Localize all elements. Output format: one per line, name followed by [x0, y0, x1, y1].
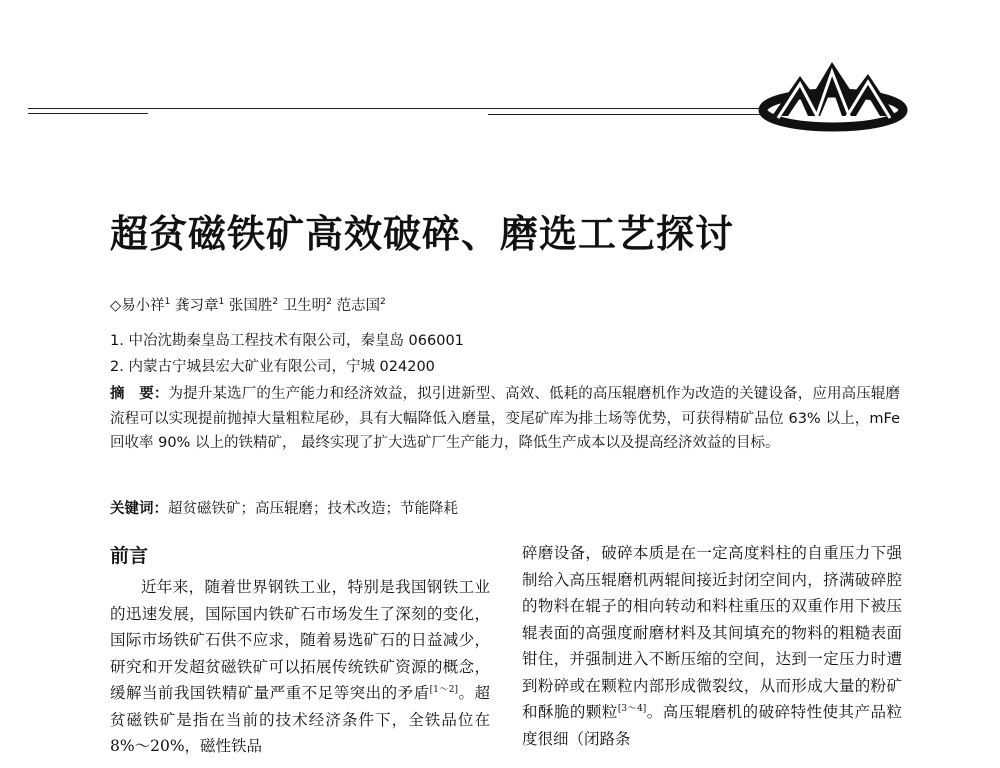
- left-column-text: 近年来，随着世界钢铁工业，特别是我国钢铁工业的迅速发展，国际国内铁矿石市场发生了深刻的变化，国际市场铁矿石供不应求，随着易选矿石的日益减少，研究和开发超贫磁铁矿可以拓展传统铁矿资源的概念，缓解当前我国铁精矿量严重不足等突出的矛盾[1～2]。超贫磁铁矿是指在当前的技术经济条件下，全铁品位在 8%～20%，磁性铁品: [110, 578, 490, 755]
- section-heading: 前言: [110, 545, 149, 567]
- header-rule-mid: [488, 114, 768, 115]
- author-name: 张国胜: [228, 298, 273, 314]
- paper-title: 超贫磁铁矿高效破碎、磨选工艺探讨: [110, 212, 735, 256]
- right-column-text: 碎磨设备，破碎本质是在一定高度料柱的自重压力下强制给入高压辊磨机两辊间接近封闭空间内，挤满破碎腔的物料在辊子的相向转动和料柱重压的双重作用下被压辊表面的高强度耐磨材料及其间填充的物料的粗糙表面钳住，并强制进入不断压缩的空间，达到一定压力时遭到粉碎或在颗粒内部形成微裂纹，从而形成大量的粉矿和酥脆的颗粒[3～4]。高压辊磨机的破碎特性使其产品粒度很细（闭路条: [522, 544, 902, 748]
- header-rule-left: [28, 108, 768, 109]
- logo-mountains: [772, 62, 896, 116]
- abstract-text: 为提升某选厂的生产能力和经济效益，拟引进新型、高效、低耗的高压辊磨机作为改造的关键设备，应用高压辊磨流程可以实现提前抛掉大量粗粒尾砂，具有大幅降低入磨量，变尾矿库为排土场等优势，可获得精矿品位 63% 以上，mFe 回收率 90% 以上的铁精矿， 最终实现了扩大选矿厂生产能力，降低生产成本以及提高经济效益的目标。: [110, 386, 900, 451]
- affiliation-2: 2. 内蒙古宁城县宏大矿业有限公司，宁城 024200: [110, 359, 435, 375]
- affiliation-1: 1. 中冶沈勘秦皇岛工程技术有限公司，秦皇岛 066001: [110, 333, 464, 349]
- keywords: [110, 497, 458, 518]
- header-rule-left-thin: [28, 113, 148, 114]
- citation: [3～4]: [617, 703, 647, 714]
- keywords-label: 关键词：: [110, 501, 168, 517]
- abstract: [110, 382, 900, 456]
- author-name: 卫生明: [282, 298, 327, 314]
- author-name: 范志国: [336, 298, 381, 314]
- mountain-ring-logo: [758, 58, 908, 136]
- author-marker-icon: ◇: [110, 298, 122, 314]
- keywords-text: 超贫磁铁矿；高压辊磨；技术改造；节能降耗: [168, 501, 458, 517]
- author-name: 易小祥: [121, 298, 165, 314]
- citation: [1～2]: [429, 684, 459, 695]
- abstract-label: 摘 要：: [110, 386, 169, 402]
- author-name: 龚习章: [175, 298, 219, 314]
- author-line: ◇易小祥$^1$ 龚习章$^1$ 张国胜$^2$ 卫生明$^2$ 范志国$^2$: [110, 297, 386, 314]
